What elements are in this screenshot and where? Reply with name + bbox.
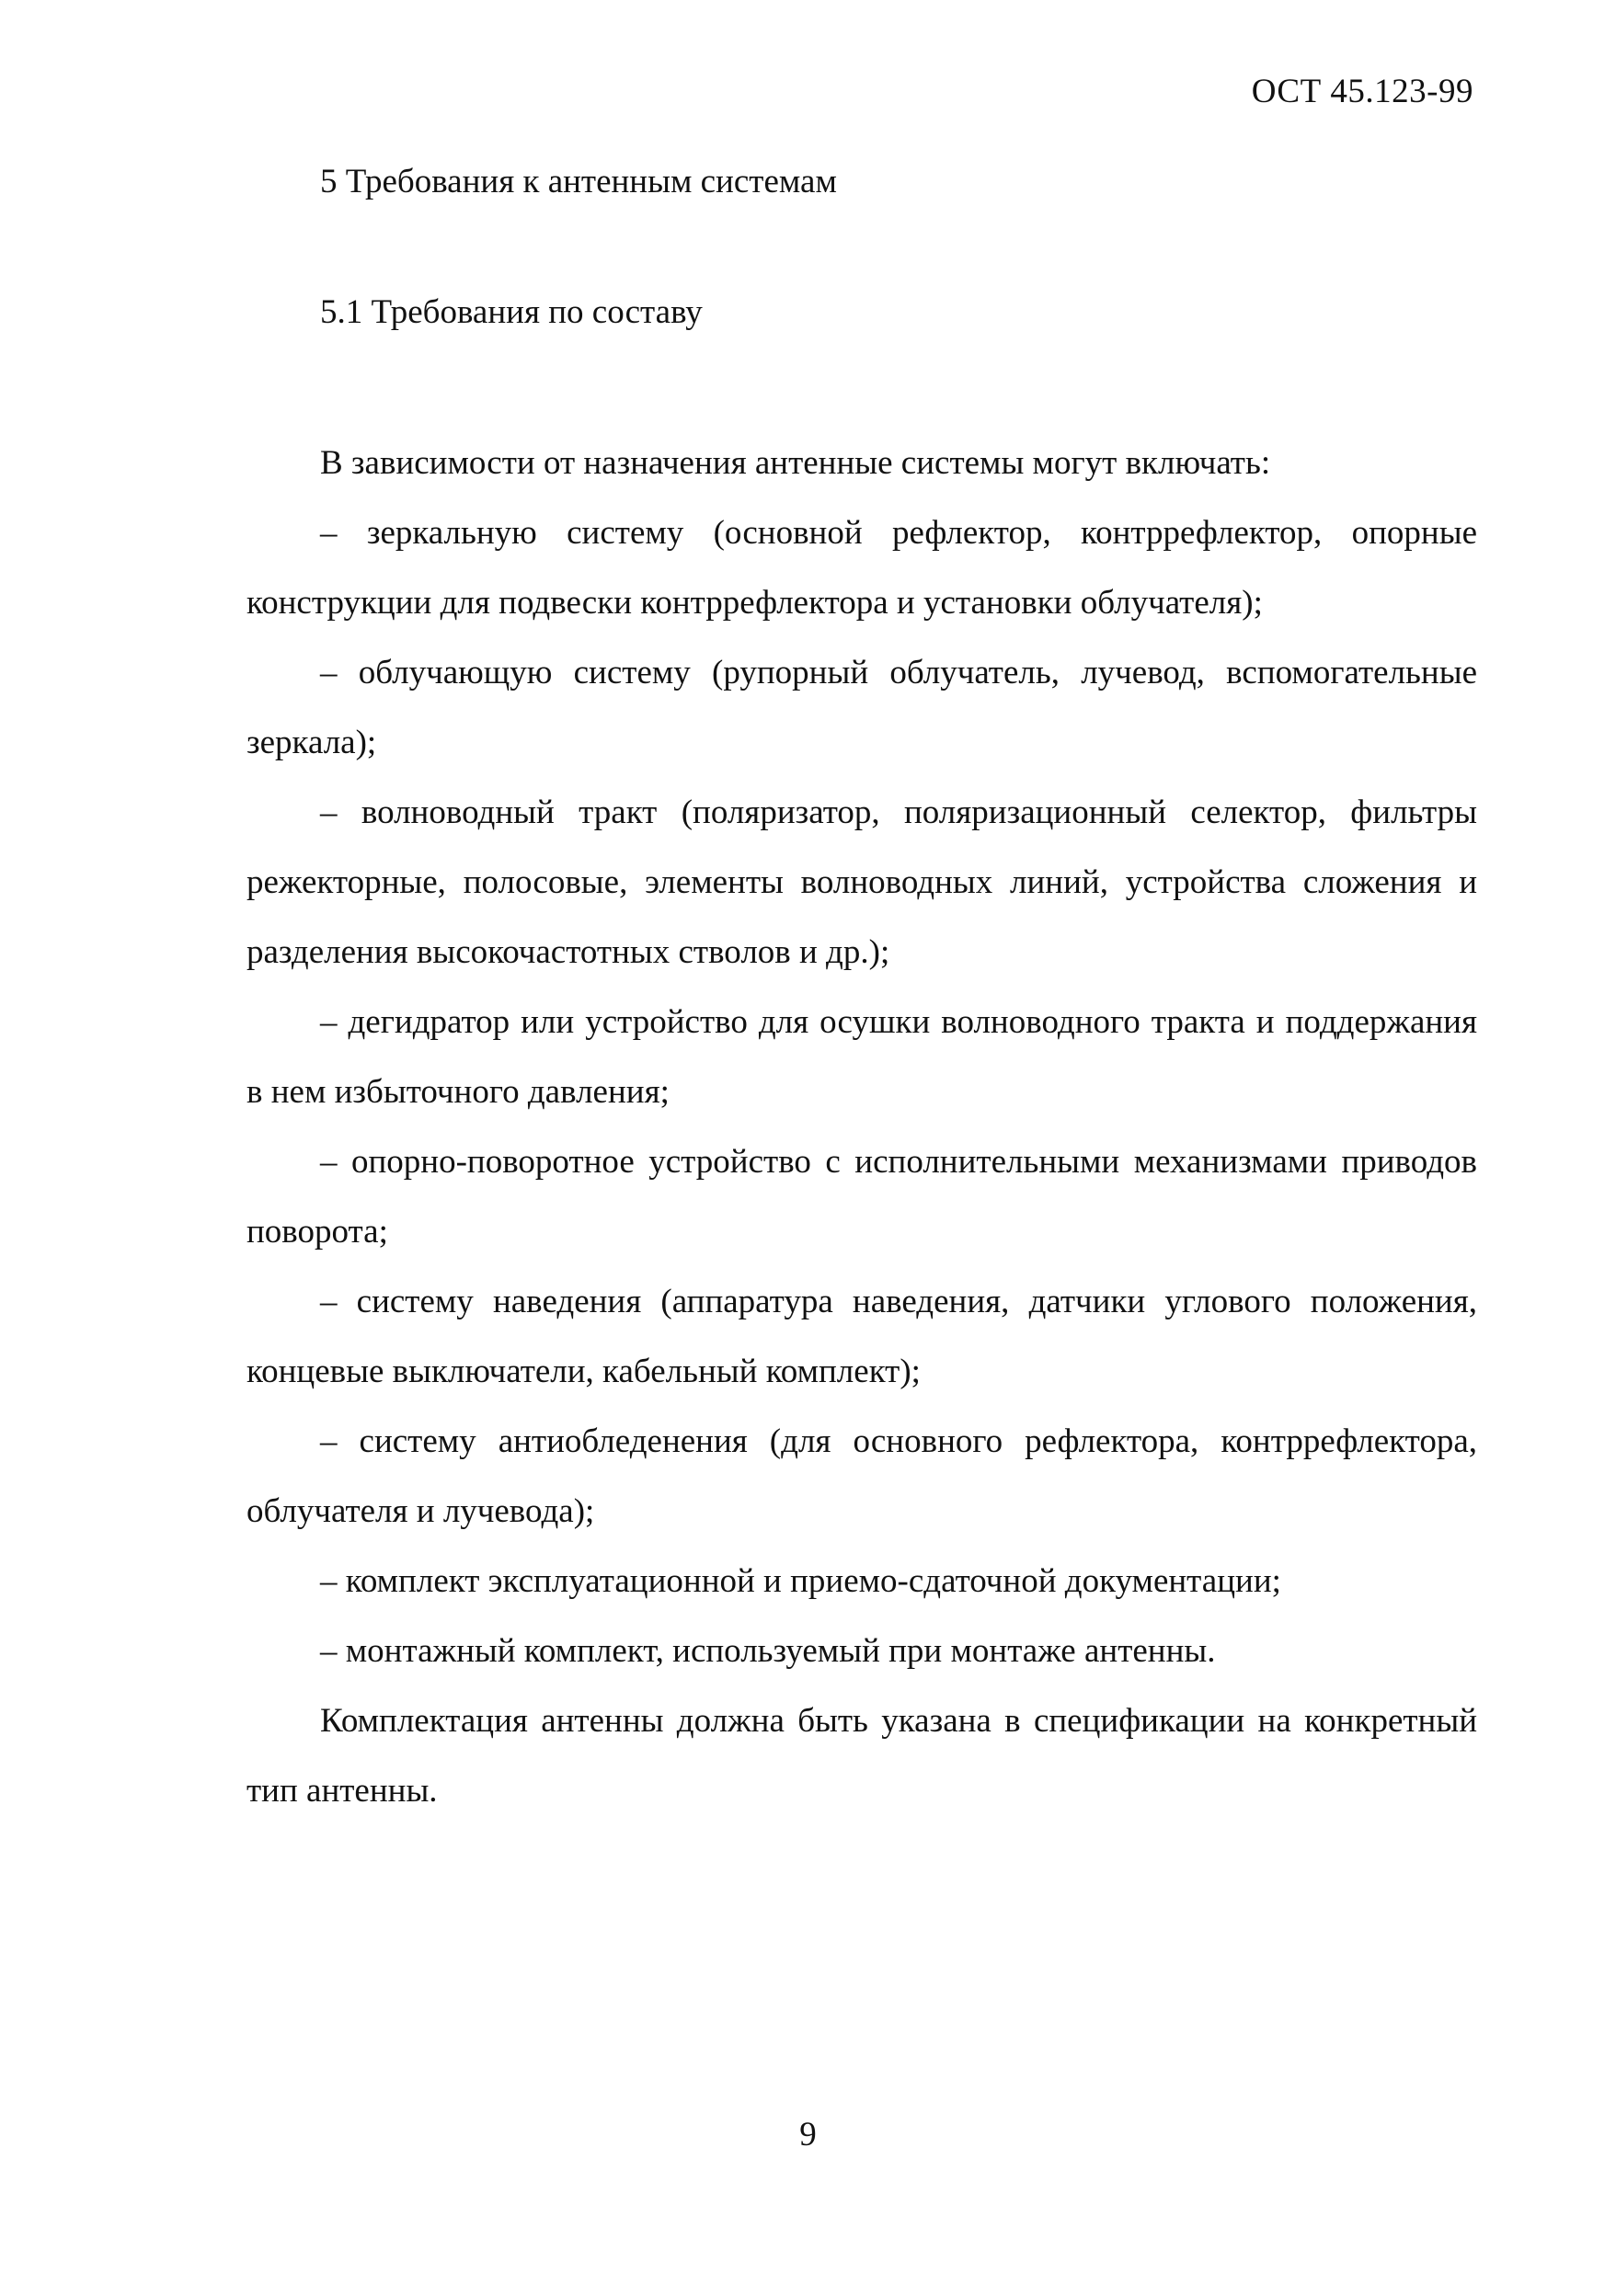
page-number: 9 [799,2116,817,2153]
list-item [246,988,1477,1127]
list-dash: – [320,1422,338,1460]
list-dash: – [320,1632,338,1670]
list-item-text: опорно-поворотное устройство с исполнительными механизмами приводов поворота; [246,1143,1477,1251]
list-item-text: волноводный тракт (поляризатор, поляризационный селектор, фильтры режекторные, полосовые, элементы волноводных линий, устройства сложения и разделения высокочастотных стволов и др.); [246,794,1477,971]
list-dash: – [320,654,338,691]
list-item [246,778,1477,988]
list-dash: – [320,1003,338,1041]
list-item-text: зеркальную систему (основной рефлектор, контррефлектор, опорные конструкции для подвески контррефлектора и установки облучателя); [246,514,1477,622]
list-item [246,498,1477,638]
closing-paragraph: Комплектация антенны должна быть указана в спецификации на конкретный тип антенны. [246,1702,1477,1810]
intro-paragraph: В зависимости от назначения антенные системы могут включать: [320,444,1271,482]
list-item-text: комплект эксплуатационной и приемо-сдаточной документации; [345,1562,1281,1600]
list-dash: – [320,1283,338,1320]
list-item-text: систему наведения (аппаратура наведения, датчики углового положения, концевые выключатели, кабельный комплект); [246,1283,1477,1390]
list-item [246,1407,1477,1547]
list-dash: – [320,514,338,552]
list-item [246,638,1477,778]
list-item-text: монтажный комплект, используемый при монтаже антенны. [345,1632,1216,1670]
subsection-title: 5.1 Требования по составу [320,293,703,331]
list-dash: – [320,1143,338,1181]
section-title: 5 Требования к антенным системам [320,163,837,200]
list-item-text: дегидратор или устройство для осушки волноводного тракта и поддержания в нем избыточного давления; [246,1003,1477,1111]
list-item [246,1616,1477,1686]
list-item [246,1267,1477,1407]
list-dash: – [320,794,338,831]
list-item [246,1547,1477,1616]
document-code: ОСТ 45.123-99 [1251,73,1473,110]
list-item-text: облучающую систему (рупорный облучатель, лучевод, вспомогательные зеркала); [246,654,1477,761]
list-item-text: систему антиобледенения (для основного рефлектора, контррефлектора, облучателя и лучевода); [246,1422,1478,1530]
list-item [246,1127,1477,1267]
list-dash: – [320,1562,338,1600]
body-text [246,428,1477,1826]
